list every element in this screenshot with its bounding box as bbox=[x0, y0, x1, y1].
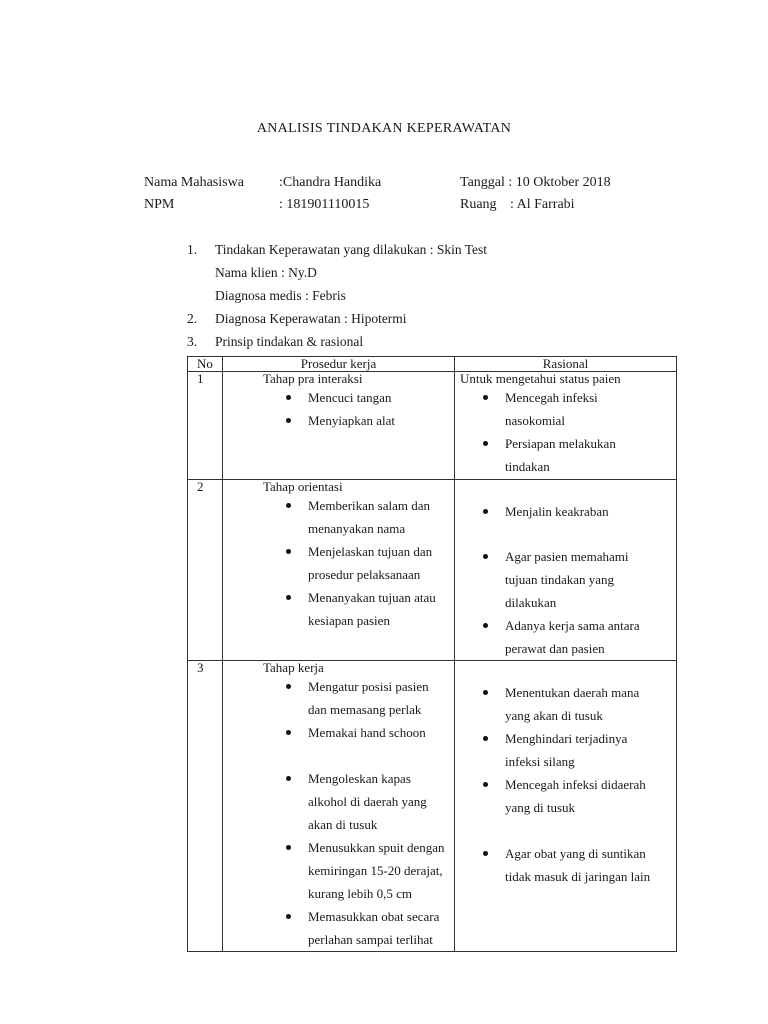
list-item: Menjalin keakraban bbox=[455, 500, 676, 523]
date-field: Tanggal : 10 Oktober 2018 bbox=[460, 175, 611, 190]
bullet-icon bbox=[286, 395, 291, 400]
list-item: Menyiapkan alat bbox=[223, 409, 454, 432]
bullet-icon bbox=[483, 736, 488, 741]
stage-title: Tahap pra interaksi bbox=[263, 371, 363, 386]
rational-list bbox=[455, 661, 676, 888]
rational-list bbox=[455, 480, 676, 660]
bullet-icon bbox=[483, 782, 488, 787]
rational-heading: Untuk mengetahui status paien bbox=[460, 371, 621, 386]
bullet-icon bbox=[286, 730, 291, 735]
list-item: Menentukan daerah mana yang akan di tusuk bbox=[455, 681, 655, 727]
row-number: 2 bbox=[188, 480, 223, 661]
bullet-icon bbox=[483, 623, 488, 628]
bullet-icon bbox=[483, 851, 488, 856]
list-item: Adanya kerja sama antara perawat dan pasien bbox=[455, 614, 645, 660]
procedure-cell bbox=[223, 480, 455, 661]
npm-value: : 181901110015 bbox=[279, 197, 370, 212]
row-number: 3 bbox=[188, 661, 223, 952]
list-item: Memakai hand schoon bbox=[223, 721, 454, 744]
rational-cell bbox=[455, 661, 677, 952]
list-item-principles: Prinsip tindakan & rasional bbox=[215, 334, 364, 349]
bullet-icon bbox=[286, 845, 291, 850]
list-number-1: 1. bbox=[187, 242, 198, 257]
list-item: Agar obat yang di suntikan tidak masuk di jaringan lain bbox=[455, 842, 655, 888]
list-item-action: Tindakan Keperawatan yang dilakukan : Skin Test bbox=[215, 242, 488, 257]
list-item: Menanyakan tujuan atau kesiapan pasien bbox=[223, 586, 448, 632]
bullet-icon bbox=[286, 595, 291, 600]
list-number-2: 2. bbox=[187, 311, 198, 326]
list-item: Menusukkan spuit dengan kemiringan 15-20 derajat, kurang lebih 0,5 cm bbox=[223, 836, 448, 905]
header-procedure: Prosedur kerja bbox=[223, 357, 455, 372]
student-name-value: :Chandra Handika bbox=[279, 175, 382, 190]
procedure-cell bbox=[223, 661, 455, 952]
procedure-cell bbox=[223, 372, 455, 480]
rational-cell bbox=[455, 480, 677, 661]
table-header-row bbox=[188, 357, 677, 372]
list-item: Mencegah infeksi didaerah yang di tusuk bbox=[455, 773, 650, 819]
list-item: Mengoleskan kapas alkohol di daerah yang akan di tusuk bbox=[223, 767, 453, 836]
medical-diagnosis: Diagnosa medis : Febris bbox=[215, 288, 346, 303]
table-row bbox=[188, 372, 677, 480]
list-item: Mencegah infeksi nasokomial bbox=[455, 386, 635, 432]
document-title: ANALISIS TINDAKAN KEPERAWATAN bbox=[256, 121, 512, 136]
bullet-icon bbox=[483, 395, 488, 400]
list-number-3: 3. bbox=[187, 334, 198, 349]
steps-list bbox=[223, 675, 454, 951]
room-value: : Al Farrabi bbox=[510, 197, 575, 212]
table-row bbox=[188, 480, 677, 661]
rational-cell bbox=[455, 372, 677, 480]
steps-list bbox=[223, 494, 454, 632]
list-item: Memasukkan obat secara perlahan sampai terlihat bbox=[223, 905, 448, 951]
list-item: Mengatur posisi pasien dan memasang perlak bbox=[223, 675, 448, 721]
room-label: Ruang bbox=[460, 197, 497, 212]
stage-title: Tahap kerja bbox=[263, 660, 324, 675]
bullet-icon bbox=[286, 914, 291, 919]
list-item: Agar pasien memahami tujuan tindakan yang dilakukan bbox=[455, 545, 645, 614]
list-item: Mencuci tangan bbox=[223, 386, 454, 409]
bullet-icon bbox=[286, 549, 291, 554]
bullet-icon bbox=[483, 509, 488, 514]
row-number: 1 bbox=[188, 372, 223, 480]
table-row bbox=[188, 661, 677, 952]
bullet-icon bbox=[483, 441, 488, 446]
list-item: Persiapan melakukan tindakan bbox=[455, 432, 635, 478]
procedure-table bbox=[187, 356, 677, 952]
header-rational: Rasional bbox=[455, 357, 677, 372]
stage-title: Tahap orientasi bbox=[263, 479, 343, 494]
bullet-icon bbox=[483, 690, 488, 695]
client-name: Nama klien : Ny.D bbox=[215, 265, 317, 280]
steps-list bbox=[223, 386, 454, 432]
bullet-icon bbox=[286, 684, 291, 689]
header-no: No bbox=[188, 357, 223, 372]
bullet-icon bbox=[286, 503, 291, 508]
bullet-icon bbox=[483, 554, 488, 559]
list-item-nursing-diagnosis: Diagnosa Keperawatan : Hipotermi bbox=[215, 311, 407, 326]
rational-list bbox=[455, 386, 676, 478]
list-item: Memberikan salam dan menanyakan nama bbox=[223, 494, 448, 540]
npm-label: NPM bbox=[144, 197, 175, 212]
bullet-icon bbox=[286, 776, 291, 781]
bullet-icon bbox=[286, 418, 291, 423]
list-item: Menghindari terjadinya infeksi silang bbox=[455, 727, 655, 773]
list-item: Menjelaskan tujuan dan prosedur pelaksanaan bbox=[223, 540, 448, 586]
student-name-label: Nama Mahasiswa bbox=[144, 175, 244, 190]
